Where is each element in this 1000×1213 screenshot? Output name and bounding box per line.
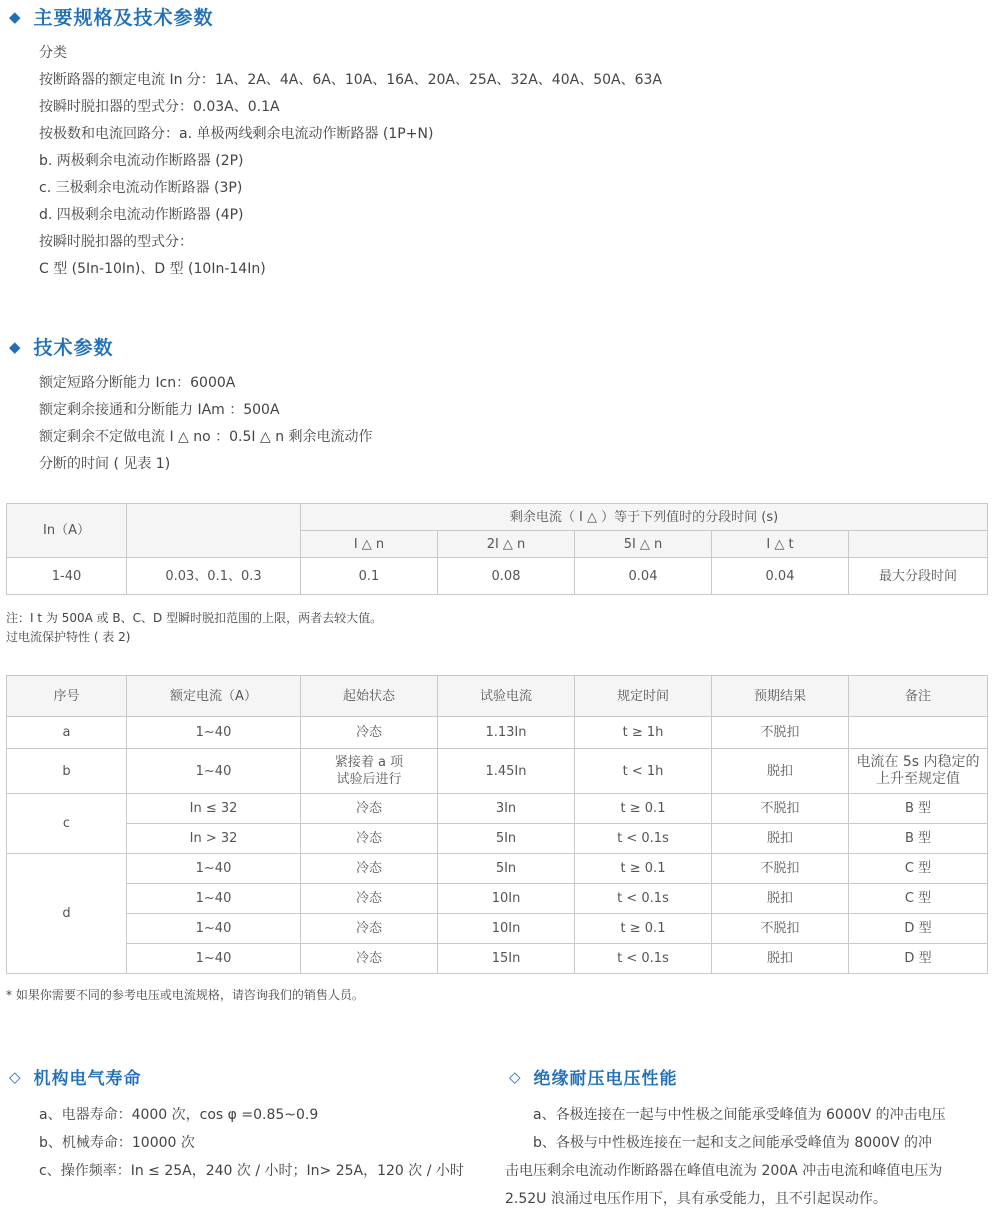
table-cell: 1~40 [127, 717, 301, 749]
diamond-bullet-icon: ◆ [9, 7, 22, 26]
table-cell: t ≥ 1h [575, 717, 712, 749]
table-cell: 1.13In [438, 717, 575, 749]
table-cell: D 型 [849, 914, 988, 944]
footnote: * 如果你需要不同的参考电压或电流规格，请咨询我们的销售人员。 [6, 988, 364, 1002]
table-cell: t ≥ 0.1 [575, 854, 712, 884]
table-cell: 不脱扣 [712, 717, 849, 749]
life-line: a、电器寿命：4000 次，cos φ =0.85~0.9 [39, 1107, 319, 1123]
param-line: 额定剩余不定做电流 I △ no ：0.5I △ n 剩余电流动作 [39, 429, 373, 445]
table-cell: 冷态 [301, 824, 438, 854]
life-line: c、操作频率：In ≤ 25A，240 次 / 小时；In> 25A，120 次 / 小时 [39, 1163, 464, 1179]
cell-line: 紧接着 a 项 [334, 755, 404, 770]
table-cell: D 型 [849, 944, 988, 974]
table-cell: C 型 [849, 884, 988, 914]
table-cell: 0.1 [301, 558, 438, 595]
table-cell: 脱扣 [712, 824, 849, 854]
header-cell: 起始状态 [301, 676, 438, 717]
table-cell: In > 32 [127, 824, 301, 854]
table-cell: 1~40 [127, 944, 301, 974]
table-cell: 冷态 [301, 717, 438, 749]
table-cell: a [7, 717, 127, 749]
table-cell: 10In [438, 884, 575, 914]
insulation-line: 2.52U 浪涌过电压作用下，具有承受能力，且不引起误动作。 [505, 1191, 887, 1207]
subheader-cell: 2I △ n [438, 531, 575, 558]
spec-list [39, 40, 662, 283]
header-residual-current-group: 剩余电流（ I △ ）等于下列值时的分段时间 (s) [301, 504, 988, 531]
table-cell: 0.04 [575, 558, 712, 595]
spec-line: 按断路器的额定电流 In 分：1A、2A、4A、6A、10A、16A、20A、25A、32A、40A、50A、63A [39, 72, 662, 88]
header-cell: 规定时间 [575, 676, 712, 717]
table-cell [849, 717, 988, 749]
diamond-outline-bullet-icon: ◇ [9, 1067, 22, 1086]
table-cell: 1~40 [127, 854, 301, 884]
table-cell [301, 749, 438, 794]
tech-param-list [39, 370, 373, 478]
diamond-outline-bullet-icon: ◇ [509, 1067, 522, 1086]
table-cell: 1-40 [7, 558, 127, 595]
spec-line: 按极数和电流回路分：a. 单极两线剩余电流动作断路器 (1P+N) [39, 126, 434, 142]
table-cell: 脱扣 [712, 749, 849, 794]
spec-line: c. 三极剩余电流动作断路器 (3P) [39, 180, 243, 196]
table-cell: 15In [438, 944, 575, 974]
table-row [7, 854, 988, 884]
table-row [7, 914, 988, 944]
note-line: 过电流保护特性 ( 表 2) [6, 630, 131, 644]
table-row [7, 944, 988, 974]
table-cell: c [7, 794, 127, 854]
table-cell: 0.08 [438, 558, 575, 595]
section-heading-specs [9, 3, 214, 30]
header-cell: 备注 [849, 676, 988, 717]
table-cell: t < 0.1s [575, 884, 712, 914]
table-row [7, 749, 988, 794]
insulation-line: b、各极与中性极连接在一起和支之间能承受峰值为 8000V 的冲 [533, 1135, 932, 1151]
table-cell: t < 1h [575, 749, 712, 794]
section-heading-insulation [509, 1064, 678, 1089]
spec-line: d. 四极剩余电流动作断路器 (4P) [39, 207, 244, 223]
table-cell: 3In [438, 794, 575, 824]
table-cell: 1~40 [127, 914, 301, 944]
table-cell: t ≥ 0.1 [575, 794, 712, 824]
header-row [7, 676, 988, 717]
insulation-line: a、各极连接在一起与中性极之间能承受峰值为 6000V 的冲击电压 [533, 1107, 946, 1123]
table-cell: 0.03、0.1、0.3 [127, 558, 301, 595]
subheader-cell: I △ t [712, 531, 849, 558]
table-cell: 不脱扣 [712, 794, 849, 824]
insulation-line: 击电压剩余电流动作断路器在峰值电流为 200A 冲击电流和峰值电压为 [505, 1163, 943, 1179]
table-cell: 不脱扣 [712, 914, 849, 944]
spec-line: 按瞬时脱扣器的型式分：0.03A、0.1A [39, 99, 280, 115]
table-cell: 10In [438, 914, 575, 944]
header-cell: 试验电流 [438, 676, 575, 717]
table-cell: t < 0.1s [575, 944, 712, 974]
header-cell: 预期结果 [712, 676, 849, 717]
cell-line: 上升至规定值 [876, 771, 960, 787]
table-cell: 1~40 [127, 749, 301, 794]
table-cell: 冷态 [301, 794, 438, 824]
spec-line: b. 两极剩余电流动作断路器 (2P) [39, 153, 244, 169]
table-cell: 冷态 [301, 884, 438, 914]
spec-line: 按瞬时脱扣器的型式分： [39, 234, 193, 250]
table-cell: In ≤ 32 [127, 794, 301, 824]
note-line: 注：I t 为 500A 或 B、C、D 型瞬时脱扣范围的上限，两者去较大值。 [6, 611, 383, 625]
table-cell: 最大分段时间 [849, 558, 988, 595]
table-row [7, 824, 988, 854]
header-rated-current: In（A） [7, 504, 127, 558]
table-row [7, 717, 988, 749]
overcurrent-protection-table [6, 675, 988, 974]
breaking-time-table [6, 503, 988, 595]
header-blank [127, 504, 301, 558]
table-cell: t < 0.1s [575, 824, 712, 854]
spec-line: 分类 [39, 45, 67, 61]
life-list [39, 1101, 464, 1185]
table-cell: d [7, 854, 127, 974]
table-cell: B 型 [849, 824, 988, 854]
diamond-bullet-icon: ◆ [9, 337, 22, 356]
section-heading-life [9, 1064, 142, 1089]
param-line: 额定剩余接通和分断能力 IAm ：500A [39, 402, 280, 418]
param-line: 分断的时间 ( 见表 1) [39, 456, 171, 472]
section-title: 主要规格及技术参数 [33, 7, 214, 29]
section-title: 技术参数 [33, 337, 114, 359]
param-line: 额定短路分断能力 Icn：6000A [39, 375, 236, 391]
table-cell: t ≥ 0.1 [575, 914, 712, 944]
table-cell: B 型 [849, 794, 988, 824]
cell-line: 试验后进行 [336, 772, 402, 787]
table-row [7, 558, 988, 595]
header-cell: 序号 [7, 676, 127, 717]
subheader-blank [849, 531, 988, 558]
table-cell: 脱扣 [712, 884, 849, 914]
table-cell: 不脱扣 [712, 854, 849, 884]
subheader-cell: I △ n [301, 531, 438, 558]
table-cell: 冷态 [301, 854, 438, 884]
spec-line: C 型 (5In-10In)、D 型 (10In-14In) [39, 261, 266, 277]
cell-line: 电流在 5s 内稳定的 [856, 754, 980, 770]
section-heading-tech-params [9, 333, 114, 360]
table-cell: 0.04 [712, 558, 849, 595]
section-title: 机构电气寿命 [33, 1069, 142, 1089]
header-cell: 额定电流（A） [127, 676, 301, 717]
table-notes [6, 609, 382, 647]
table-cell [849, 749, 988, 794]
section-title: 绝缘耐压电压性能 [533, 1069, 678, 1089]
table-cell: 1~40 [127, 884, 301, 914]
table-cell: C 型 [849, 854, 988, 884]
table-cell: 冷态 [301, 944, 438, 974]
table-cell: 脱扣 [712, 944, 849, 974]
subheader-cell: 5I △ n [575, 531, 712, 558]
table-cell: 5In [438, 824, 575, 854]
insulation-text [505, 1101, 991, 1213]
table-row [7, 884, 988, 914]
table-cell: b [7, 749, 127, 794]
table-cell: 冷态 [301, 914, 438, 944]
life-line: b、机械寿命：10000 次 [39, 1135, 195, 1151]
table-cell: 1.45In [438, 749, 575, 794]
table-cell: 5In [438, 854, 575, 884]
table-row [7, 794, 988, 824]
